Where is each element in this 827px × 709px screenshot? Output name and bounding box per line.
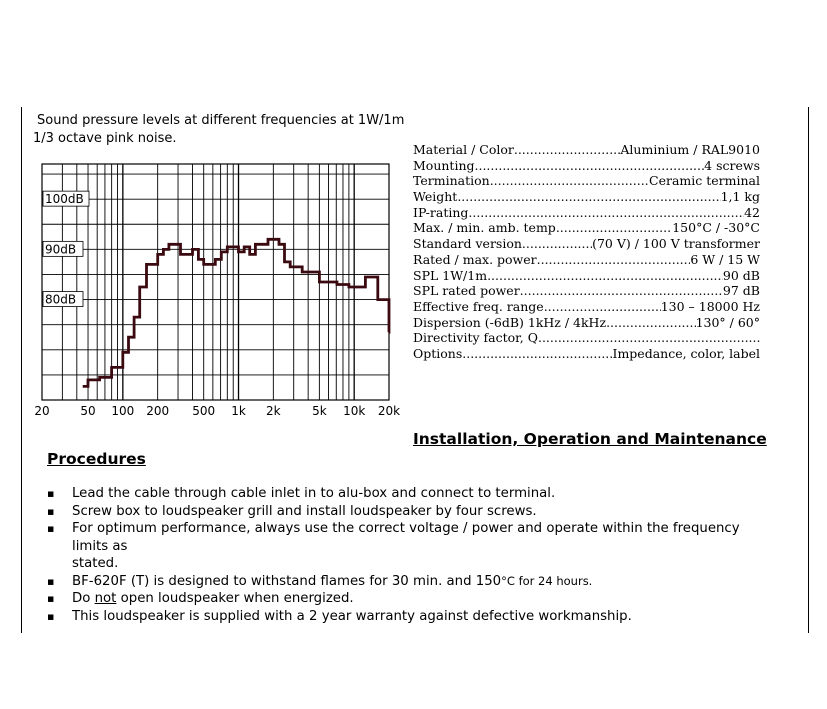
spec-row: [413, 346, 760, 362]
spec-row: [413, 283, 760, 299]
list-item: ▪ BF-620F (T) is designed to withstand flames for 30 min. and 150°C for 24 hours.: [47, 573, 593, 589]
x-tick-label: 200: [146, 404, 170, 418]
spec-label: Max. / min. amb. temp: [413, 220, 556, 236]
spec-table: [413, 142, 760, 362]
installation-heading: Installation, Operation and Maintenance: [413, 430, 767, 448]
spec-label: SPL rated power: [413, 283, 520, 299]
bullet-icon: ▪: [47, 522, 55, 535]
page-border-right: [808, 107, 809, 633]
x-tick-label: 20k: [377, 404, 401, 418]
spec-leader: [556, 220, 672, 236]
spec-row: [413, 205, 760, 221]
spec-row: [413, 220, 760, 236]
bullet-icon: ▪: [47, 487, 55, 500]
spec-row: [413, 142, 760, 158]
spec-row: [413, 252, 760, 268]
spec-leader: [462, 346, 612, 362]
spec-leader: [537, 252, 691, 268]
chart-y-labels: [43, 191, 89, 306]
x-tick-label: 2k: [266, 404, 281, 418]
spec-leader: [538, 330, 760, 346]
spec-leader: [522, 236, 592, 252]
spec-leader: [520, 283, 723, 299]
procedures-list: [47, 485, 777, 625]
spec-value: 97 dB: [722, 283, 760, 299]
spec-label: Termination: [413, 173, 490, 189]
list-item: ▪ This loudspeaker is supplied with a 2 year warranty against defective workmanship.: [47, 608, 632, 624]
spec-leader: [487, 268, 723, 284]
x-tick-label: 10k: [343, 404, 366, 418]
spec-row: [413, 330, 760, 346]
spec-value: 42: [744, 204, 760, 220]
spec-row: [413, 189, 760, 205]
spec-row: [413, 173, 760, 189]
spec-label: SPL 1W/1m: [413, 267, 488, 283]
chart-x-labels: [34, 404, 400, 418]
y-tick-label: 80dB: [45, 292, 77, 307]
y-tick-label-group: [43, 241, 83, 256]
list-item: ▪ Do not open loudspeaker when energized.: [47, 591, 354, 606]
x-tick-label: 1k: [231, 404, 246, 418]
caption-line-2: 1/3 octave pink noise.: [33, 131, 177, 146]
spec-row: [413, 236, 760, 252]
spec-value: (70 V) / 100 V transformer: [592, 236, 760, 252]
spec-leader: [514, 142, 621, 158]
spec-value: 1,1 kg: [720, 189, 760, 205]
spl-frequency-chart: [0, 0, 420, 440]
spec-label: Dispersion (-6dB) 1kHz / 4kHz: [413, 314, 607, 330]
bullet-icon: ▪: [47, 592, 55, 605]
spec-leader: [468, 205, 744, 221]
y-tick-label: 90dB: [45, 242, 77, 257]
spec-row: [413, 158, 760, 174]
spec-leader: [490, 173, 649, 189]
x-tick-label: 5k: [312, 404, 327, 418]
spec-value: Aluminium / RAL9010: [620, 142, 760, 157]
bullet-icon: ▪: [47, 574, 55, 588]
x-tick-label: 20: [34, 404, 50, 418]
caption-line-1: Sound pressure levels at different frequencies at 1W/1m: [37, 113, 405, 128]
spec-label: Options: [413, 345, 463, 361]
y-tick-label-group: [43, 191, 89, 206]
spec-row: [413, 315, 760, 331]
y-tick-label-group: [43, 292, 83, 307]
x-tick-label: 100: [111, 404, 135, 418]
spec-value: Impedance, color, label: [612, 345, 760, 361]
spec-value: 130° / 60°: [695, 314, 760, 330]
x-tick-label: 500: [192, 404, 216, 418]
list-item: ▪ Screw box to loudspeaker grill and install loudspeaker by four screws.: [47, 503, 537, 519]
spec-label: Effective freq. range: [413, 298, 544, 314]
spec-row: [413, 299, 760, 315]
spec-leader: [544, 299, 661, 315]
spec-value: 90 dB: [722, 267, 760, 283]
spec-value: 150°C / -30°C: [672, 220, 760, 236]
spec-value: Ceramic terminal: [649, 173, 760, 189]
spec-value: 4 screws: [704, 157, 760, 173]
list-item: ▪ For optimum performance, always use the correct voltage / power and operate within the frequency limits as stated.: [47, 521, 740, 571]
spec-value: 130 – 18000 Hz: [660, 298, 760, 314]
spec-label: Material / Color: [413, 142, 514, 157]
spec-row: [413, 268, 760, 284]
spec-label: IP-rating: [413, 204, 469, 220]
x-tick-label: 50: [80, 404, 96, 418]
spec-value: 6 W / 15 W: [690, 251, 760, 267]
spec-leader: [457, 189, 720, 205]
spec-leader: [606, 315, 696, 331]
spec-label: Mounting: [413, 157, 475, 173]
bullet-icon: ▪: [47, 504, 55, 518]
procedures-heading: Procedures: [47, 450, 146, 468]
spec-label: Weight: [413, 189, 458, 205]
list-item: ▪ Lead the cable through cable inlet in to alu-box and connect to terminal.: [47, 486, 556, 501]
y-tick-label: 100dB: [45, 192, 84, 207]
spec-label: Directivity factor, Q: [413, 330, 538, 346]
spec-label: Rated / max. power: [413, 251, 537, 267]
spec-label: Standard version: [413, 236, 522, 252]
bullet-icon: ▪: [47, 609, 55, 623]
spec-leader: [475, 158, 705, 174]
